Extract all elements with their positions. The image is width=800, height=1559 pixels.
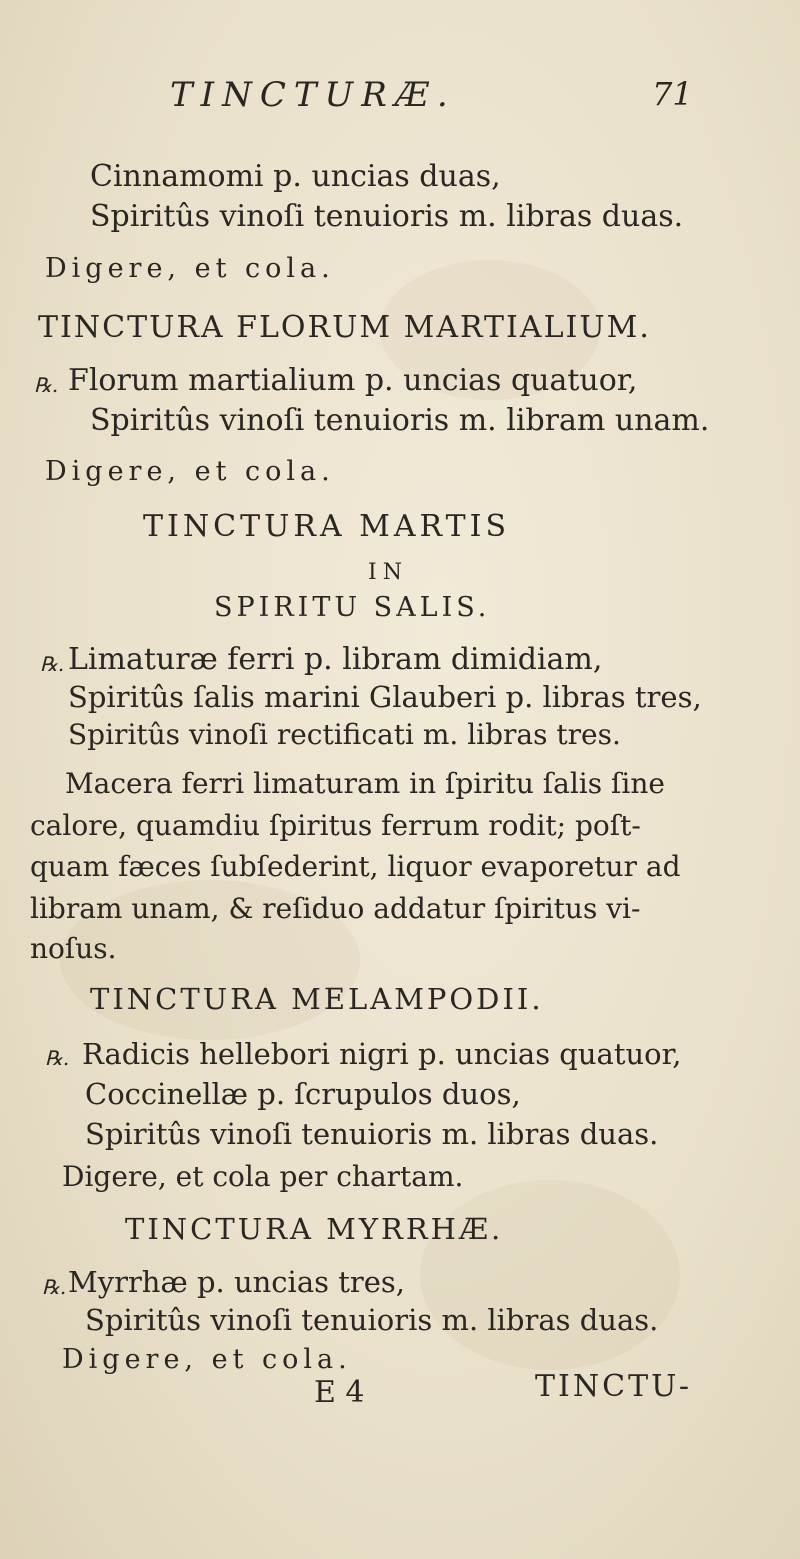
text-line: noſus.	[30, 932, 117, 965]
recipe-symbol: ℞.	[45, 1046, 70, 1070]
text-line: Coccinellæ p. ſcrupulos duos,	[85, 1077, 521, 1111]
text-line: Spiritûs vinoſi tenuioris m. libras duas.	[85, 1117, 659, 1151]
text-line: Myrrhæ p. uncias tres,	[68, 1265, 405, 1299]
text-line: Spiritûs vinoſi rectificati m. libras tres.	[68, 718, 621, 751]
text-line: Digere, et cola.	[45, 456, 335, 487]
section-title: TINCTURA FLORUM MARTIALIUM.	[38, 310, 651, 345]
text-line: Florum martialium p. uncias quatuor,	[68, 363, 638, 398]
section-title: TINCTURA MELAMPODII.	[90, 982, 544, 1016]
page-number: 71	[652, 75, 693, 113]
text-line: Digere, et cola.	[45, 253, 335, 284]
section-title: IN	[368, 560, 408, 585]
text-line: calore, quamdiu ſpiritus ferrum rodit; poſt-	[30, 809, 641, 842]
paper-stain	[420, 1180, 680, 1370]
text-line: libram unam, & reſiduo addatur ſpiritus vi-	[30, 892, 641, 925]
running-head: TINCTURÆ.	[170, 75, 456, 115]
text-line: Cinnamomi p. uncias duas,	[90, 159, 501, 194]
section-title: SPIRITU SALIS.	[214, 592, 491, 623]
text-line: Spiritûs vinoſi tenuioris m. libram unam.	[90, 403, 710, 438]
text-line: Spiritûs vinoſi tenuioris m. libras duas.	[85, 1303, 659, 1337]
text-line: Digere, et cola.	[62, 1344, 352, 1375]
recipe-symbol: ℞.	[42, 1275, 67, 1299]
text-line: quam fæces ſubſederint, liquor evaporetur ad	[30, 850, 681, 883]
recipe-symbol: ℞.	[34, 373, 59, 397]
catchword: TINCTU-	[535, 1369, 692, 1404]
text-line: Radicis hellebori nigri p. uncias quatuor,	[82, 1037, 682, 1071]
text-line: Limaturæ ferri p. libram dimidiam,	[68, 642, 603, 677]
text-line: Macera ferri limaturam in ſpiritu ſalis ſine	[65, 767, 665, 800]
section-title: TINCTURA MARTIS	[143, 509, 511, 544]
signature-mark: E 4	[314, 1375, 365, 1410]
text-line: Digere, et cola per chartam.	[62, 1160, 464, 1193]
text-line: Spiritûs vinoſi tenuioris m. libras duas.	[90, 199, 684, 234]
section-title: TINCTURA MYRRHÆ.	[125, 1212, 504, 1246]
text-line: Spiritûs ſalis marini Glauberi p. libras tres,	[68, 680, 702, 714]
recipe-symbol: ℞.	[40, 652, 65, 676]
